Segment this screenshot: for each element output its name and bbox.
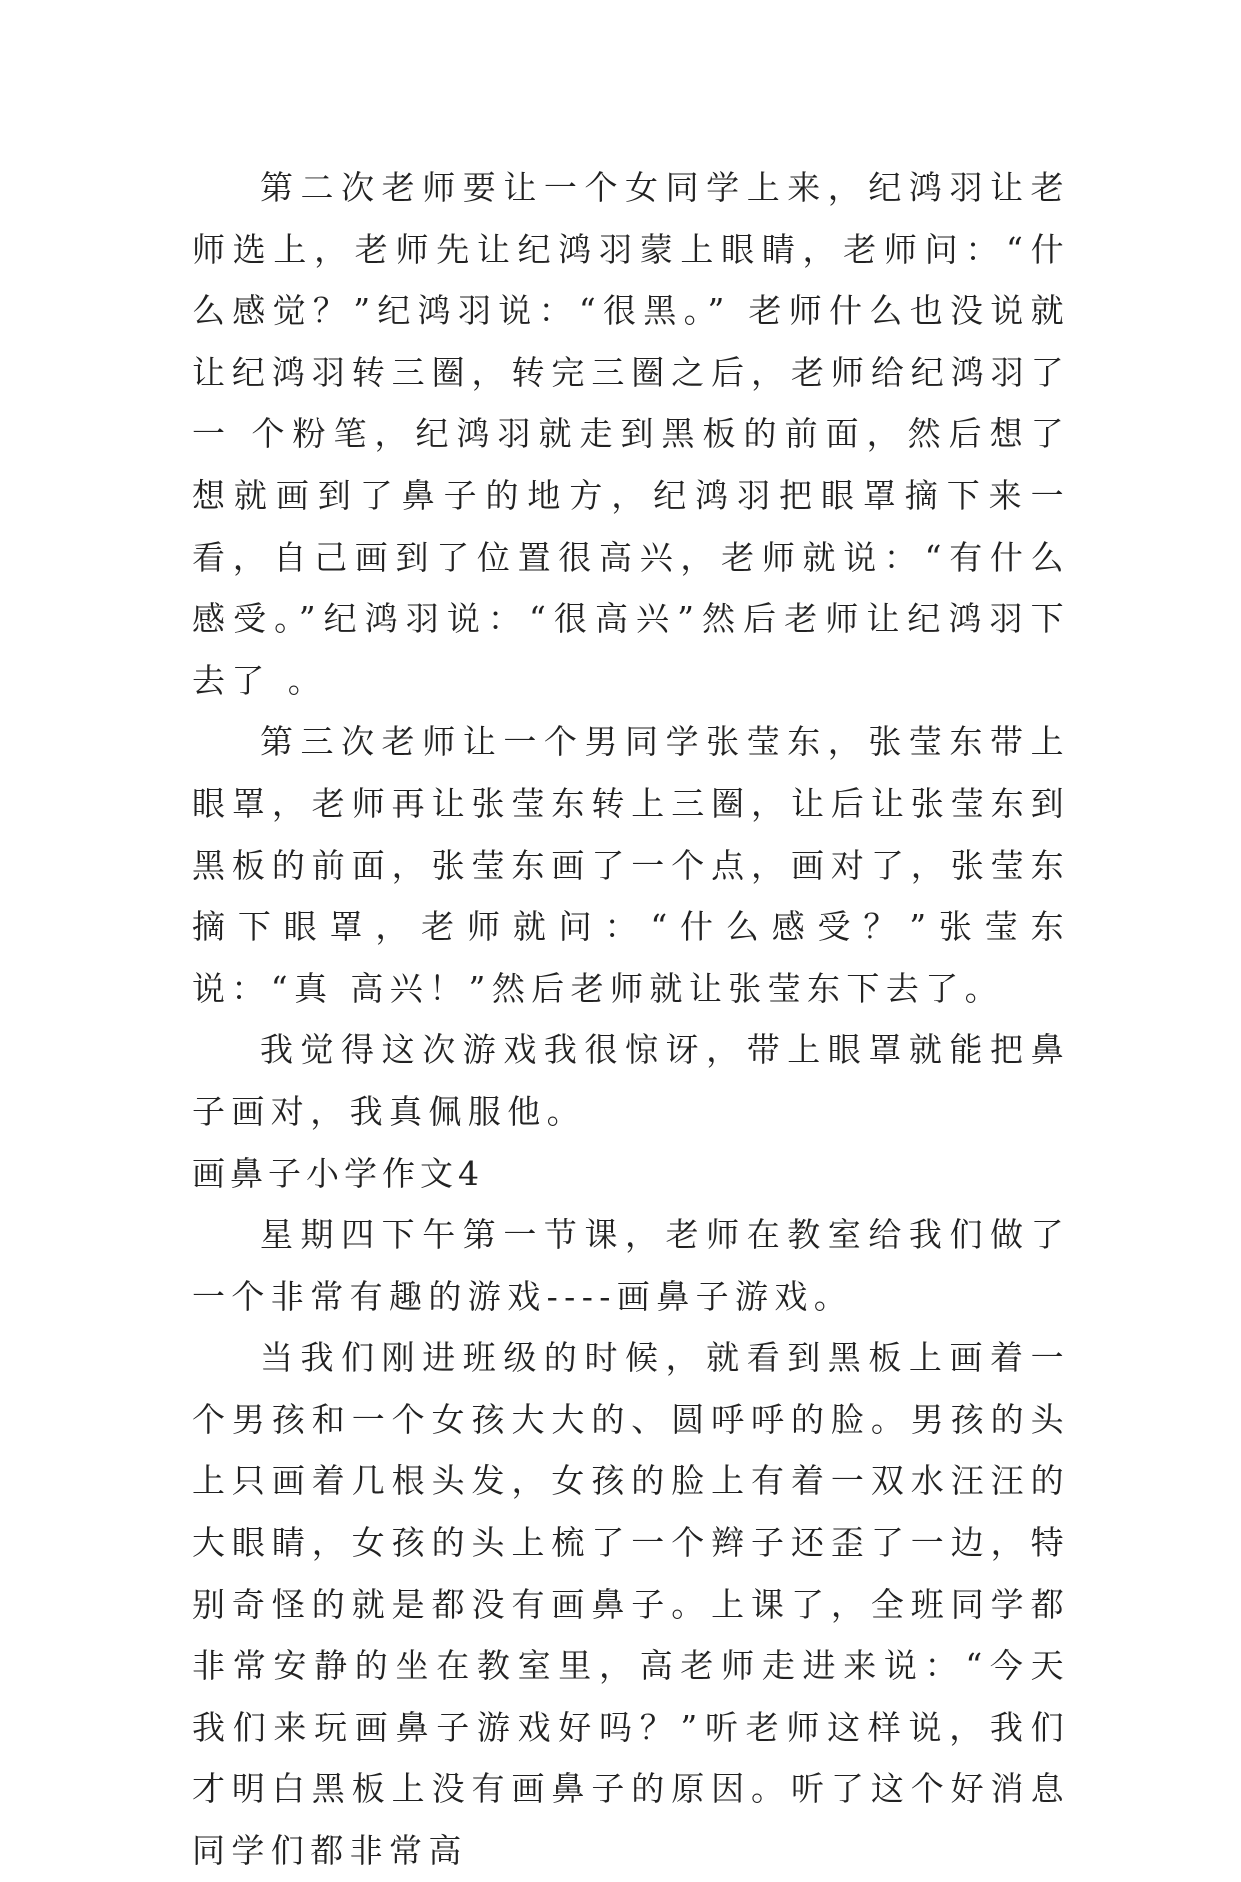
document-body <box>192 157 1070 1882</box>
paragraph-third-attempt: 第三次老师让一个男同学张莹东，张莹东带上眼罩，老师再让张莹东转上三圈，让后让张莹东到黑板的前面，张莹东画了一个点，画对了，张莹东摘下眼罩，老师就问：“什么感受？”张莹东说：“真 高兴！”然后老师就让张莹东下去了。 <box>192 722 1070 1008</box>
paragraph-reflection: 我觉得这次游戏我很惊讶，带上眼罩就能把鼻子画对，我真佩服他。 <box>192 1030 1070 1131</box>
section-title: 画鼻子小学作文4 <box>192 1153 484 1193</box>
paragraph-classroom: 当我们刚进班级的时候，就看到黑板上画着一个男孩和一个女孩大大的、圆呼呼的脸。男孩的头上只画着几根头发，女孩的脸上有着一双水汪汪的大眼睛，女孩的头上梳了一个辫子还歪了一边，特别奇怪的就是都没有画鼻子。上课了，全班同学都非常安静的坐在教室里，高老师走进来说：“今天我们来玩画鼻子游戏好吗？”听老师这样说，我们才明白黑板上没有画鼻子的原因。听了这个好消息同学们都非常高 <box>192 1338 1070 1871</box>
paragraph-intro: 星期四下午第一节课，老师在教室给我们做了一个非常有趣的游戏----画鼻子游戏。 <box>192 1215 1070 1316</box>
paragraph-second-attempt: 第二次老师要让一个女同学上来，纪鸿羽让老师选上，老师先让纪鸿羽蒙上眼睛，老师问：“什么感觉？”纪鸿羽说：“很黑。” 老师什么也没说就让纪鸿羽转三圈，转完三圈之后，老师给纪鸿羽了一 个粉笔，纪鸿羽就走到黑板的前面，然后想了想就画到了鼻子的地方，纪鸿羽把眼罩摘下来一看，自己画到了位置很高兴，老师就说：“有什么感受。”纪鸿羽说：“很高兴”然后老师让纪鸿羽下去了 。 <box>192 168 1070 700</box>
